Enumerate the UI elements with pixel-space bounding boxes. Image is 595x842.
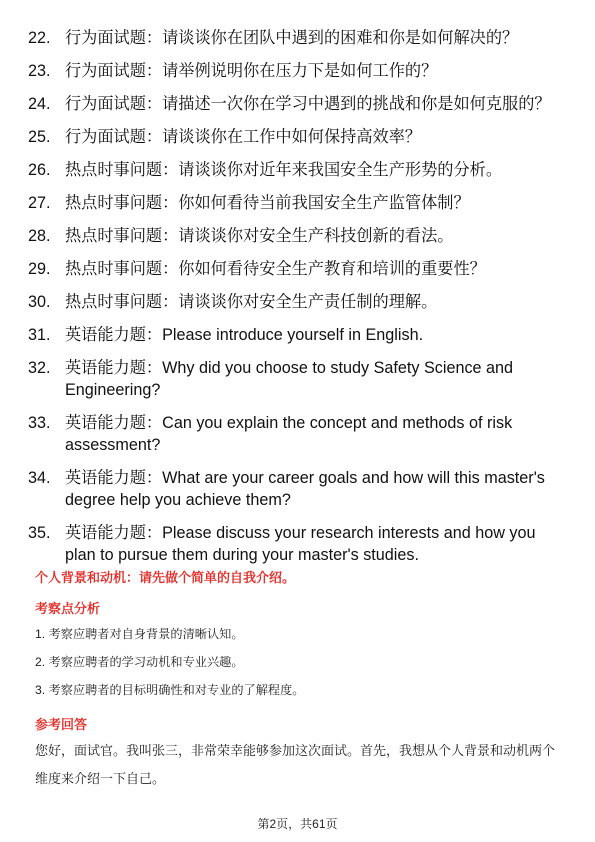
question-item <box>28 192 558 214</box>
analysis-point: 3. 考察应聘者的目标明确性和对专业的了解程度。 <box>35 683 305 697</box>
question-item <box>28 412 558 456</box>
question-text: 英语能力题：What are your career goals and how will this master's degree help you achieve them? <box>65 469 545 509</box>
question-item <box>28 258 558 280</box>
question-number: 31. <box>28 326 51 344</box>
analysis-point: 1. 考察应聘者对自身背景的清晰认知。 <box>35 627 244 641</box>
question-text: 热点时事问题：你如何看待安全生产教育和培训的重要性？ <box>65 260 486 278</box>
question-number: 34. <box>28 469 51 487</box>
question-text: 英语能力题：Please discuss your research interests and how you plan to pursue them during your master's studies. <box>65 524 536 564</box>
reference-answer-text: 您好，面试官。我叫张三，非常荣幸能够参加这次面试。首先，我想从个人背景和动机两个维度来介绍一下自己。 <box>35 743 556 786</box>
question-text: 行为面试题：请谈谈你在工作中如何保持高效率？ <box>65 128 422 146</box>
question-item <box>28 126 558 148</box>
question-number: 33. <box>28 414 51 432</box>
analysis-heading: 考察点分析 <box>35 601 101 616</box>
page-footer: 第2页，共61页 <box>257 817 338 831</box>
question-item <box>28 467 558 511</box>
question-text: 行为面试题：请描述一次你在学习中遇到的挑战和你是如何克服的？ <box>65 95 551 113</box>
question-text: 热点时事问题：请谈谈你对安全生产责任制的理解。 <box>65 293 438 311</box>
question-number: 25. <box>28 128 51 146</box>
question-number: 22. <box>28 29 51 47</box>
question-item <box>28 225 558 247</box>
question-list <box>28 27 558 577</box>
question-item <box>28 291 558 313</box>
question-text: 行为面试题：请举例说明你在压力下是如何工作的？ <box>65 62 438 80</box>
question-text: 英语能力题：Why did you choose to study Safety Science and Engineering? <box>65 359 514 399</box>
question-item <box>28 357 558 401</box>
question-item <box>28 60 558 82</box>
question-text: 热点时事问题：请谈谈你对安全生产科技创新的看法。 <box>65 227 454 245</box>
question-text: 英语能力题：Can you explain the concept and methods of risk assessment? <box>65 414 513 454</box>
question-text: 热点时事问题：你如何看待当前我国安全生产监管体制？ <box>65 194 470 212</box>
question-number: 26. <box>28 161 51 179</box>
question-item <box>28 93 558 115</box>
question-number: 35. <box>28 524 51 542</box>
question-text: 行为面试题：请谈谈你在团队中遇到的困难和你是如何解决的？ <box>65 29 519 47</box>
question-text: 英语能力题：Please introduce yourself in English. <box>65 326 424 344</box>
question-heading: 个人背景和动机：请先做个简单的自我介绍。 <box>35 570 296 585</box>
question-item <box>28 324 558 346</box>
question-item <box>28 522 558 566</box>
reference-heading: 参考回答 <box>35 717 88 732</box>
question-number: 28. <box>28 227 51 245</box>
question-number: 24. <box>28 95 51 113</box>
question-number: 23. <box>28 62 51 80</box>
question-number: 30. <box>28 293 51 311</box>
question-number: 32. <box>28 359 51 377</box>
question-item <box>28 27 558 49</box>
question-number: 29. <box>28 260 51 278</box>
question-item <box>28 159 558 181</box>
question-number: 27. <box>28 194 51 212</box>
analysis-point: 2. 考察应聘者的学习动机和专业兴趣。 <box>35 655 244 669</box>
question-text: 热点时事问题：请谈谈你对近年来我国安全生产形势的分析。 <box>65 161 503 179</box>
